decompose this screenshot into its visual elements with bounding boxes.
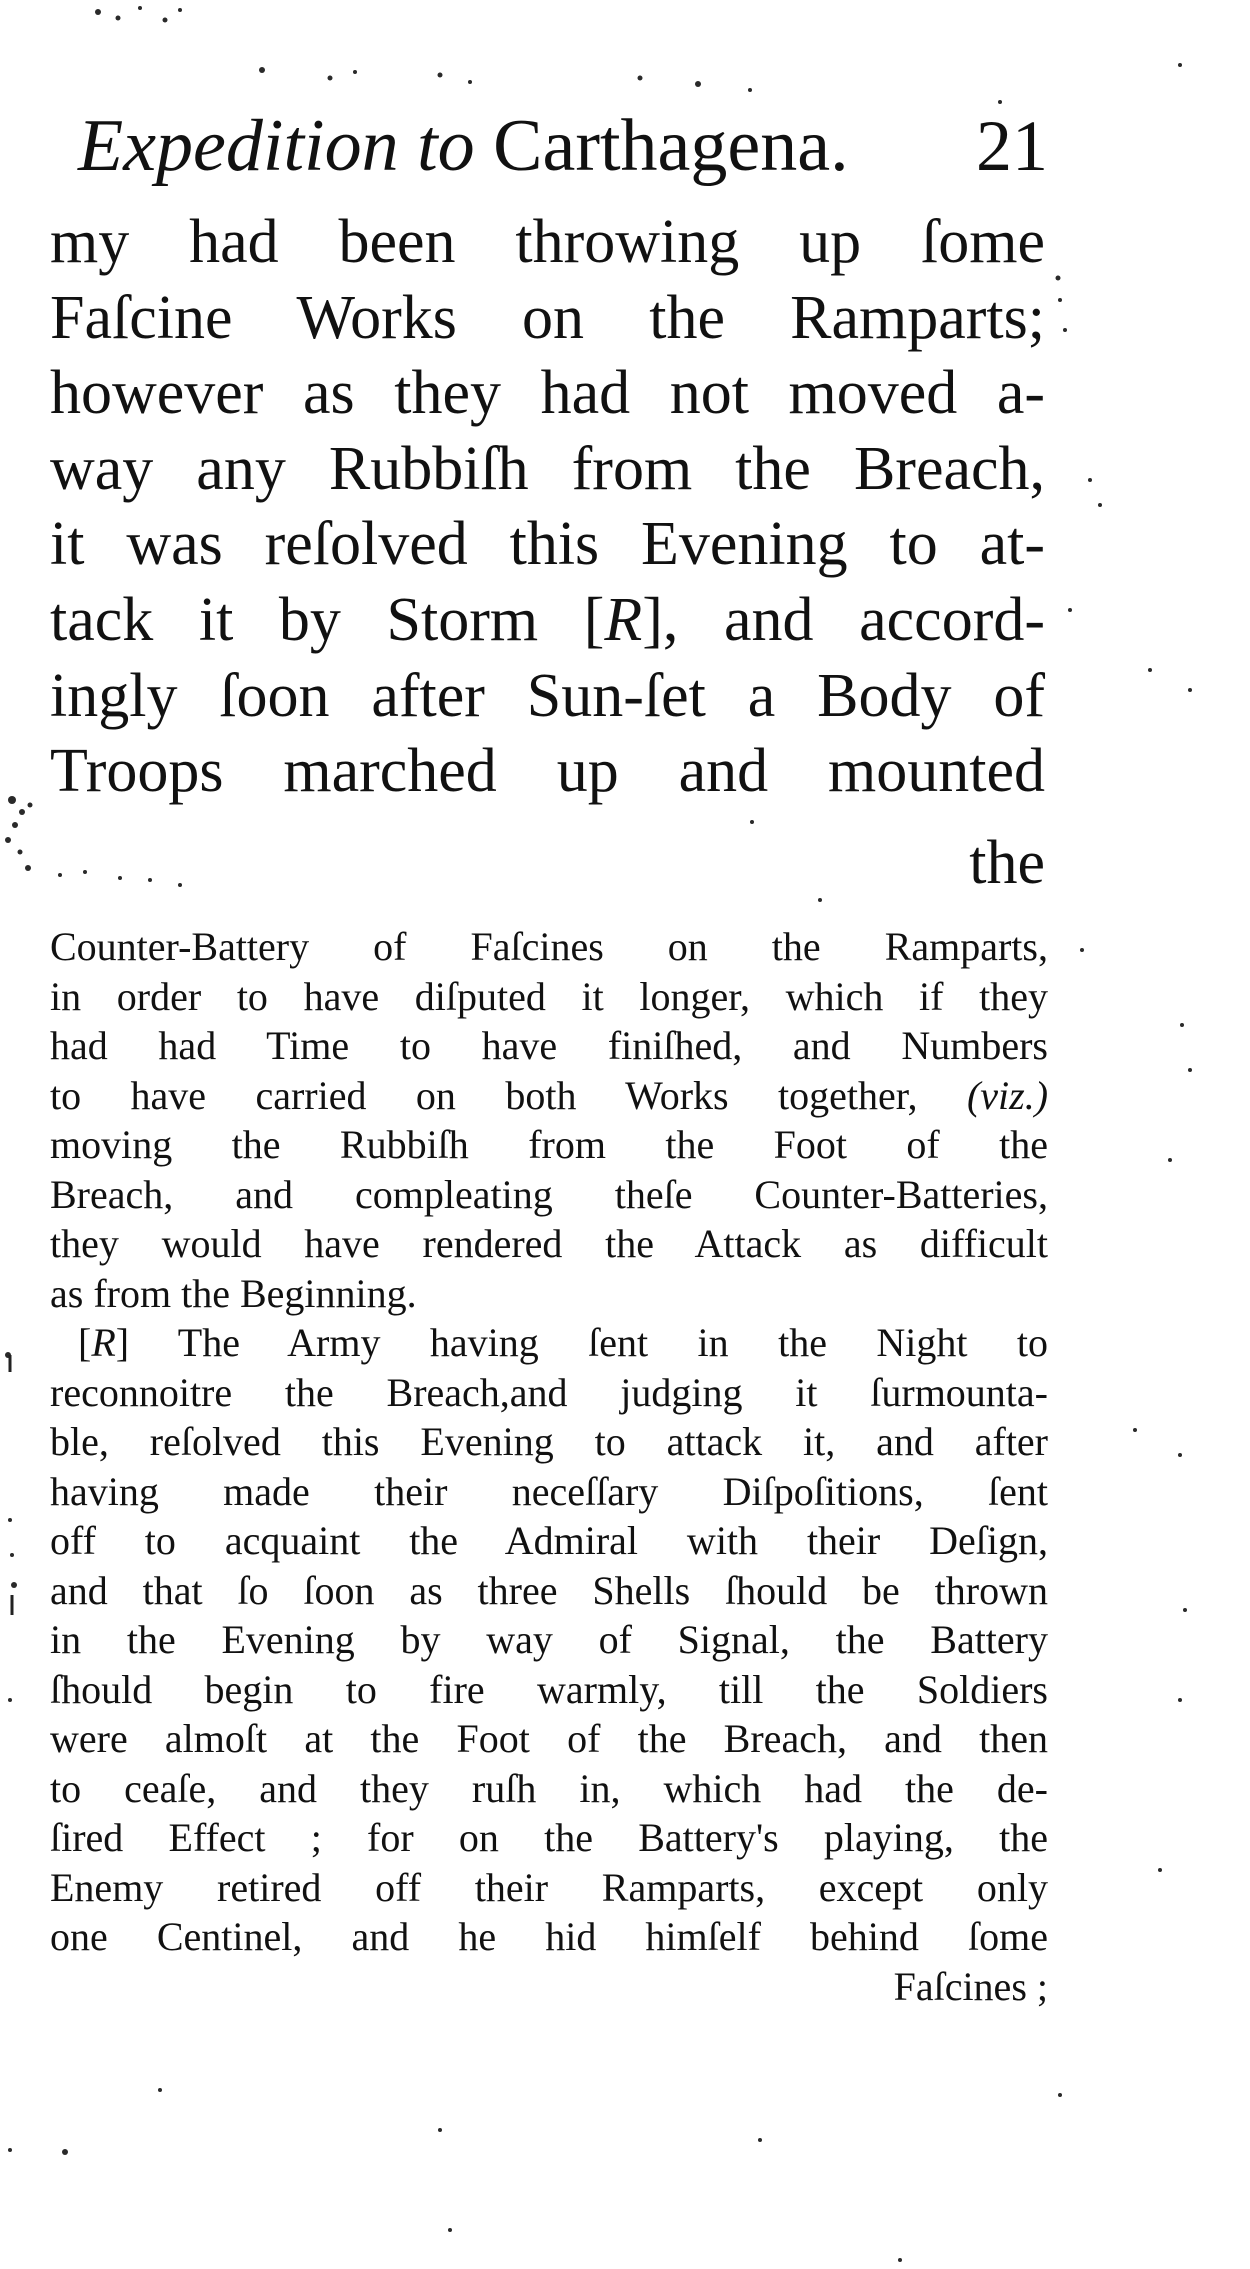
main-line: however as they had not moved a- <box>50 359 1045 428</box>
viz-abbrev: (viz.) <box>966 1072 1049 1118</box>
note-line: ble, reſolved this Evening to attack it, and after <box>50 1419 1048 1464</box>
note-line: off to acquaint the Admiral with their Deſign, <box>50 1518 1048 1563</box>
note-line: having made their neceſſary Diſpoſitions, ſent <box>50 1468 1048 1514</box>
catchword: Faſcines ; <box>893 1963 1048 2009</box>
note-line: Enemy retired off their Ramparts, except only <box>50 1864 1048 1910</box>
header-title-roman: Carthagena. <box>493 105 849 187</box>
note-line-part: to have carried on both Works together, <box>50 1072 918 1118</box>
note-mark-close: ] <box>115 1320 130 1365</box>
note-line-part: The Army having ſent in the Night to <box>129 1320 1048 1365</box>
note-line: Counter-Battery of Faſcines on the Ramparts, <box>50 924 1048 969</box>
note-line: they would have rendered the Attack as difficult <box>50 1221 1048 1266</box>
note-line: one Centinel, and he hid himſelf behind ſome <box>50 1914 1048 1959</box>
note-mark-letter: R <box>604 585 643 654</box>
page-number: 21 <box>976 106 1048 186</box>
main-line: way any Rubbiſh from the Breach, <box>50 434 1045 503</box>
note-line: had had Time to have finiſhed, and Numbers <box>50 1023 1048 1068</box>
note-line: were almoſt at the Foot of the Breach, and then <box>50 1716 1048 1761</box>
header-title-italic: Expedition to <box>78 105 475 187</box>
main-text-block <box>50 205 1045 901</box>
running-header <box>78 96 1048 196</box>
catchword-main: the <box>969 828 1045 897</box>
footnotes-block <box>50 922 1048 2011</box>
note-line: ſhould begin to fire warmly, till the Soldiers <box>50 1666 1048 1712</box>
note-line-with-mark <box>50 1318 1048 1368</box>
note-mark-open: [ <box>78 1320 92 1365</box>
main-line: my had been throwing up ſome <box>50 208 1045 276</box>
note-line: Breach, and compleating theſe Counter-Batteries, <box>50 1171 1048 1217</box>
note-line: as from the Beginning. <box>50 1270 417 1316</box>
main-line: it was reſolved this Evening to at- <box>50 510 1045 579</box>
main-line: Faſcine Works on the Ramparts; <box>50 283 1045 352</box>
main-line-part: ], and accord- <box>642 585 1045 654</box>
main-line: ingly ſoon after Sun-ſet a Body of <box>50 661 1045 730</box>
note-line: ſired Effect ; for on the Battery's playing, the <box>50 1815 1048 1860</box>
note-line: moving the Rubbiſh from the Foot of the <box>50 1122 1048 1167</box>
main-line-with-note-mark <box>50 583 1045 659</box>
note-line: in order to have diſputed it longer, which if they <box>50 973 1048 1019</box>
note-line: to ceaſe, and they ruſh in, which had the de- <box>50 1765 1048 1811</box>
note-line: in the Evening by way of Signal, the Battery <box>50 1617 1048 1662</box>
note-mark-letter: R <box>91 1320 116 1365</box>
main-line: Troops marched up and mounted <box>50 737 1045 806</box>
note-line: reconnoitre the Breach,and judging it ſurmounta- <box>50 1369 1048 1415</box>
main-line-part: tack it by Storm [ <box>50 585 605 654</box>
note-line-with-viz <box>50 1071 1048 1121</box>
note-line: and that ſo ſoon as three Shells ſhould be thrown <box>50 1567 1048 1613</box>
